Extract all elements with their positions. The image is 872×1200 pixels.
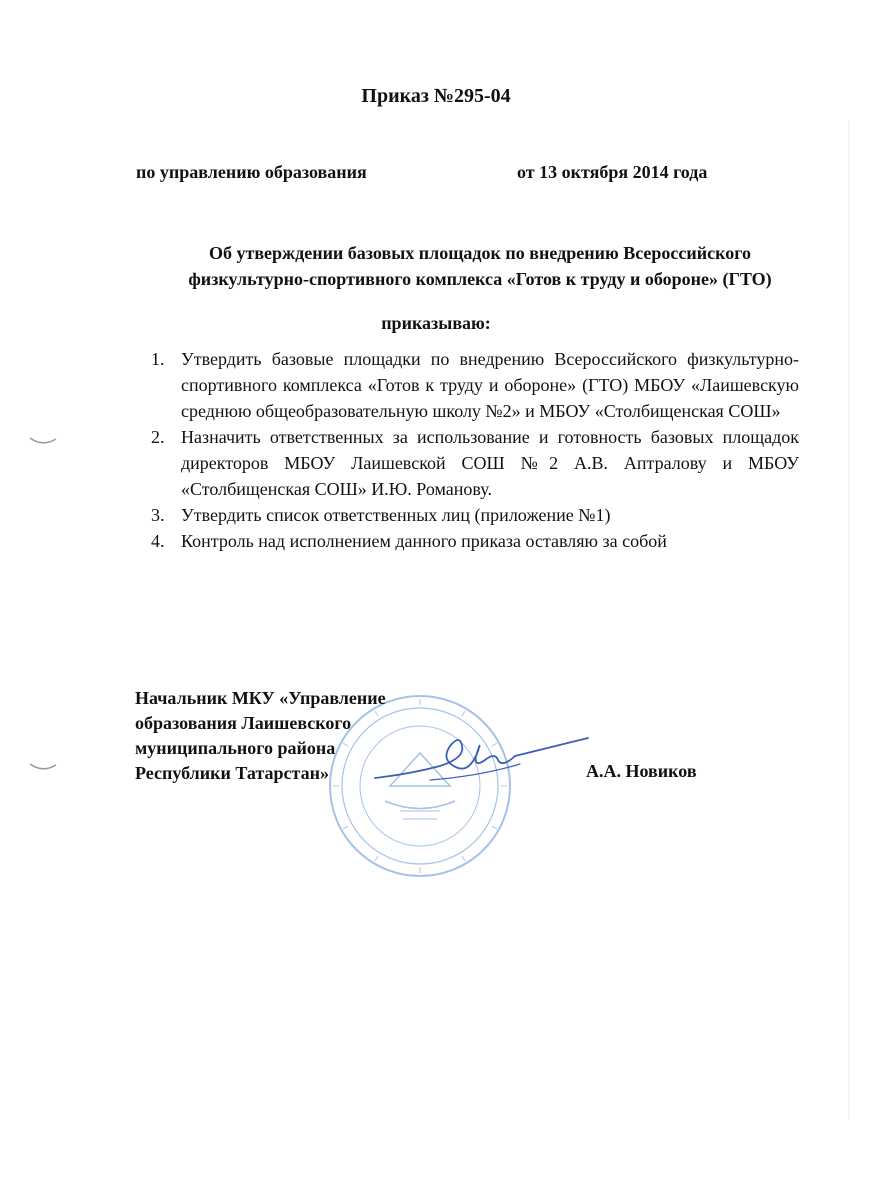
punch-hole-mark-top xyxy=(28,434,58,446)
list-item xyxy=(151,528,799,554)
signer-name: А.А. Новиков xyxy=(586,761,697,781)
order-date: от 13 октября 2014 года xyxy=(517,162,708,182)
position-line-2: образования Лаишевского xyxy=(135,713,352,733)
order-directive: приказываю: xyxy=(381,313,491,333)
order-title: Приказ №295-04 xyxy=(361,85,511,107)
list-item xyxy=(151,502,799,528)
item-text: Назначить ответственных за использование и готовность базовых площадок директоров МБОУ Лаишевской СОШ №2 А.В. Аптралову и МБОУ «Столбищенская СОШ» И.Ю. Романову. xyxy=(181,427,799,499)
order-subject xyxy=(120,240,840,292)
list-item xyxy=(151,346,799,424)
item-text: Утвердить список ответственных лиц (приложение №1) xyxy=(181,505,611,525)
item-number: 1. xyxy=(151,349,165,369)
issuing-department: по управлению образования xyxy=(136,162,367,182)
subject-line-2: физкультурно-спортивного комплекса «Готов к труду и обороне» (ГТО) xyxy=(188,269,772,289)
list-item xyxy=(151,424,799,502)
scan-edge-line xyxy=(848,120,850,1120)
subject-line-1: Об утверждении базовых площадок по внедрению Всероссийского xyxy=(208,243,752,263)
handwritten-signature xyxy=(370,716,590,786)
position-line-1: Начальник МКУ «Управление xyxy=(135,688,386,708)
item-text: Утвердить базовые площадки по внедрению Всероссийского физкультурно-спортивного комплекса «Готов к труду и обороне» (ГТО) МБОУ «Лаишевскую среднюю общеобразовательную школу №2» и МБОУ «Столбищенская СОШ» xyxy=(181,349,799,421)
punch-hole-mark-bottom xyxy=(28,760,58,772)
item-text: Контроль над исполнением данного приказа оставляю за собой xyxy=(181,531,667,551)
position-line-3: муниципального района xyxy=(135,738,336,758)
position-line-4: Республики Татарстан» xyxy=(135,763,329,783)
order-items-list xyxy=(151,346,799,554)
item-number: 3. xyxy=(151,505,165,525)
signatory-position xyxy=(135,686,386,786)
item-number: 4. xyxy=(151,531,165,551)
item-number: 2. xyxy=(151,427,165,447)
